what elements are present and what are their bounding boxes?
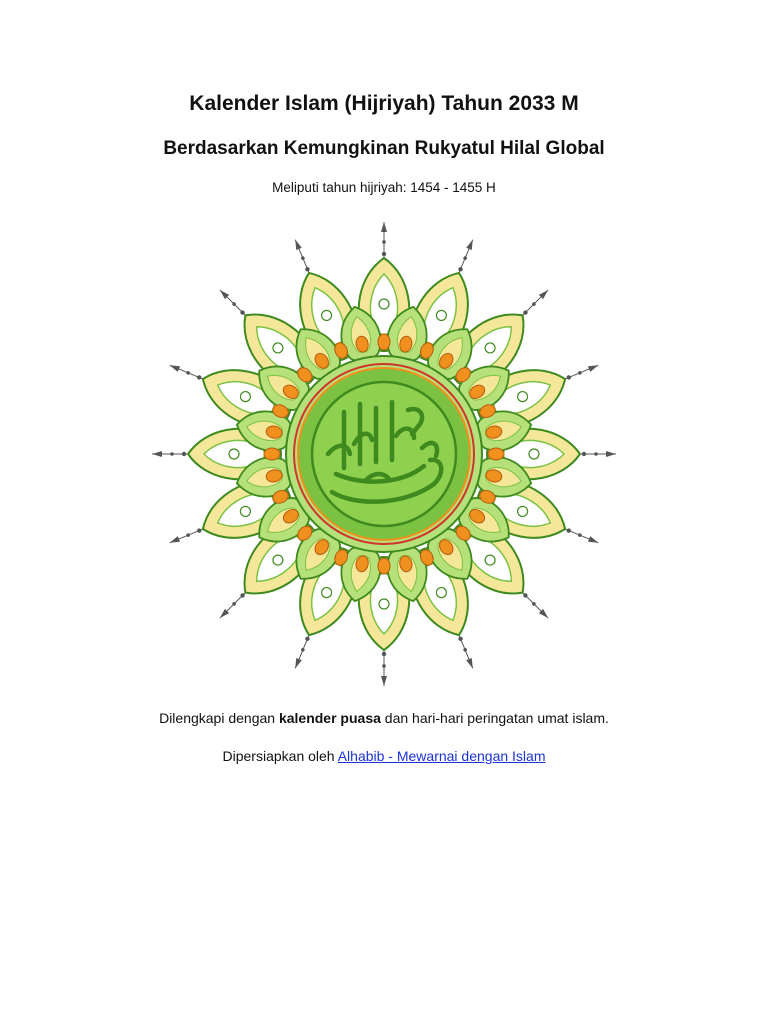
ray-knob <box>463 256 468 261</box>
orange-bud <box>264 448 280 460</box>
ray-tip <box>606 451 616 457</box>
bismillah-medallion-ornament <box>134 214 634 694</box>
ornament-bud <box>488 448 504 460</box>
ray-knob <box>186 533 191 538</box>
ray-tip <box>292 658 301 670</box>
ray-tip <box>292 239 301 251</box>
ray-knob <box>463 648 468 653</box>
ray-tip <box>169 362 181 371</box>
ray-tip <box>381 222 387 232</box>
fasting-calendar-emphasis: kalender puasa <box>278 710 381 726</box>
ray-knob <box>566 375 572 381</box>
ray-knob <box>458 266 464 272</box>
ray-knob <box>301 256 306 261</box>
ray-knob <box>382 240 386 244</box>
orange-bud <box>378 334 390 350</box>
ray-tip <box>466 658 475 670</box>
ornament-bud <box>264 448 280 460</box>
ray-tip <box>152 451 162 457</box>
ray-knob <box>305 636 311 642</box>
page-title: Kalender Islam (Hijriyah) Tahun 2033 M <box>189 92 579 115</box>
ray-knob <box>458 636 464 642</box>
ray-knob <box>301 648 306 653</box>
ray-tip <box>588 536 600 545</box>
ray-knob <box>196 375 202 381</box>
coverage-text: Meliputi tahun hijriyah: 1454 - 1455 H <box>272 180 496 195</box>
ray-knob <box>578 371 583 376</box>
ray-knob <box>578 533 583 538</box>
ornament-bud <box>378 334 390 350</box>
orange-bud <box>378 558 390 574</box>
prepared-by-text <box>0 748 768 764</box>
ray-knob <box>582 452 586 456</box>
features-text <box>0 710 768 726</box>
ray-knob <box>382 652 386 656</box>
ray-tip <box>169 536 181 545</box>
ray-knob <box>305 266 311 272</box>
ray-knob <box>182 452 186 456</box>
ornament-bud <box>378 558 390 574</box>
ray-knob <box>566 528 572 534</box>
page-subtitle: Berdasarkan Kemungkinan Rukyatul Hilal Global <box>163 138 605 159</box>
orange-bud <box>488 448 504 460</box>
features-suffix: dan hari-hari peringatan umat islam. <box>380 710 609 726</box>
ray-tip <box>466 239 475 251</box>
ray-tip <box>381 676 387 686</box>
ray-knob <box>594 452 598 456</box>
ray-tip <box>588 362 600 371</box>
ray-knob <box>186 371 191 376</box>
ray-knob <box>382 664 386 668</box>
ray-knob <box>382 252 386 256</box>
ray-knob <box>170 452 174 456</box>
author-link[interactable]: Alhabib - Mewarnai dengan Islam <box>337 748 546 764</box>
ray-knob <box>196 528 202 534</box>
prepared-prefix: Dipersiapkan oleh <box>222 748 338 764</box>
features-prefix: Dilengkapi dengan <box>159 710 279 726</box>
